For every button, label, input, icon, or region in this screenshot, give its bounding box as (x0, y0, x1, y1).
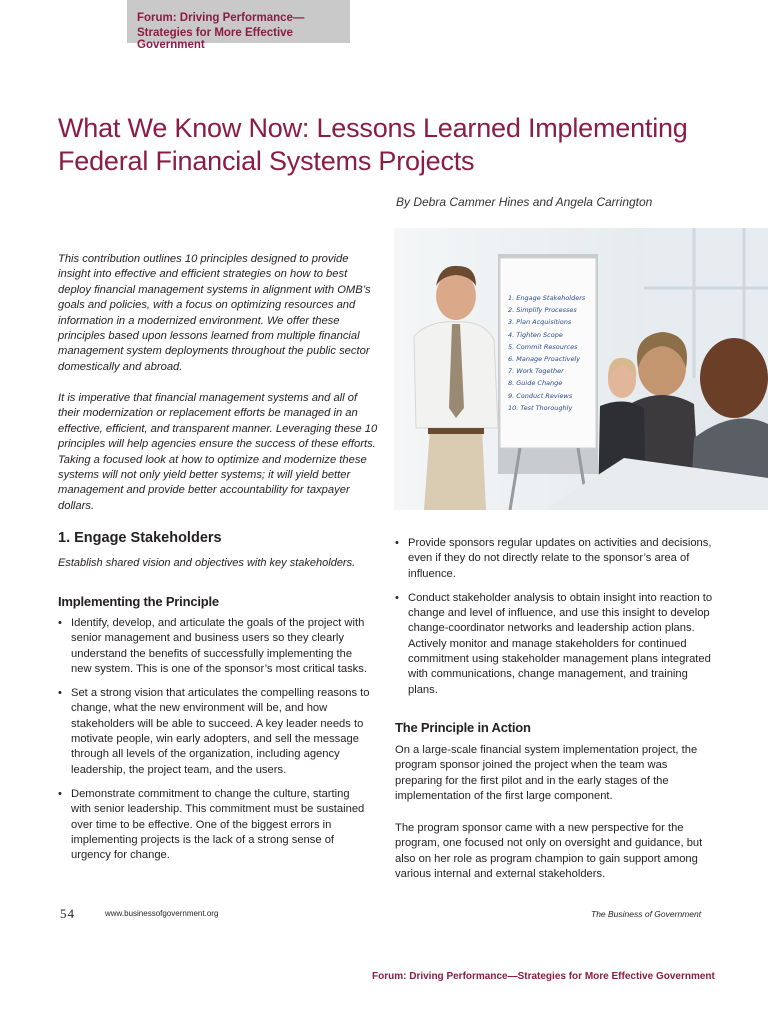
flipchart-item: 2. Simplify Processes (508, 306, 577, 315)
forum-header-tab (127, 0, 350, 51)
implementing-heading: Implementing the Principle (58, 594, 219, 609)
flipchart-item: 8. Guide Change (508, 379, 563, 388)
section-subtitle: Establish shared vision and objectives with key stakeholders. (58, 557, 356, 569)
flipchart-item: 3. Plan Acquisitions (508, 318, 572, 327)
list-item: • Set a strong vision that articulates the compelling reasons to change, what the new environment will be, and how stakeholders will be able to succeed. A key leader needs to motivate people, win early adopters, and sell the message through all levels of the organization, including agency leadership, the project team, and the users. (58, 686, 370, 778)
right-bullet-list (395, 536, 713, 707)
flipchart-item: 7. Work Together (508, 367, 564, 376)
flipchart-item: 5. Commit Resources (508, 342, 578, 351)
action-paragraph-2: The program sponsor came with a new perspective for the program, one focused not only on oversight and guidance, but also on her role as program champion to gain support among various internal and external stakeholders. (395, 822, 703, 880)
forum-tab-line1: Forum: Driving Performance— (137, 12, 305, 24)
left-bullet-list (58, 616, 370, 872)
flipchart-item: 9. Conduct Reviews (508, 391, 573, 400)
flipchart-item: 6. Manage Proactively (508, 355, 581, 364)
article-title (58, 112, 738, 178)
list-item: • Identify, develop, and articulate the goals of the project with senior management and business users so they clearly understand the benefits of successfully implementing the new system. This is one of the sponsor’s most critical tasks. (58, 616, 370, 677)
list-item: • Provide sponsors regular updates on activities and decisions, even if they do not directly relate to the sponsor’s area of influence. (395, 536, 713, 582)
flipchart-item: 1. Engage Stakeholders (508, 294, 586, 302)
section-heading: 1. Engage Stakeholders (58, 530, 222, 546)
footer-forum-title: Forum: Driving Performance—Strategies for More Effective Government (372, 971, 715, 982)
flipchart-item: 4. Tighten Scope (508, 330, 563, 339)
page-number: 54 (60, 906, 75, 921)
intro-paragraph-1: This contribution outlines 10 principles designed to provide insight into effective and efficient strategies on how to best deploy financial management systems in alignment with OMB’s goals and policies, with a focus on optimizing resources and information in a modernized environment. We offer these principles based upon lessons learned from multiple financial management system deployments throughout the public sector domestically and abroad. (58, 253, 371, 373)
flipchart-item: 10. Test Thoroughly (508, 403, 573, 412)
footer-publication: The Business of Government (591, 909, 702, 919)
flipchart-list (508, 292, 598, 414)
action-heading: The Principle in Action (395, 720, 531, 735)
title-line2: Federal Financial Systems Projects (58, 146, 475, 176)
byline: By Debra Cammer Hines and Angela Carrington (396, 195, 653, 209)
footer-url[interactable]: www.businessofgovernment.org (105, 909, 219, 918)
list-item: • Conduct stakeholder analysis to obtain insight into reaction to change and level of influence, and use this insight to develop change-coordinator networks and leadership action plans. Actively monitor and manage stakeholders for continued commitment using stakeholder management plans integrated with communications, change management, and training plans. (395, 591, 713, 698)
forum-tab-line2: Strategies for More Effective Government (137, 27, 293, 51)
title-line1: What We Know Now: Lessons Learned Implementing (58, 113, 688, 143)
list-item: • Demonstrate commitment to change the culture, starting with senior leadership. This commitment must be sustained over time to be effective. One of the biggest errors in implementing projects is the lack of a strong sense of urgency for change. (58, 787, 370, 863)
action-paragraph-1: On a large-scale financial system implementation project, the program sponsor joined the project when the team was preparing for the first pilot and in the early stages of the implementation of the first large component. (395, 744, 698, 802)
intro-paragraph-2: It is imperative that financial management systems and all of their modernization or replacement efforts be managed in an effective, efficient, and transparent manner. Leveraging these 10 principles will help agencies ensure the success of these efforts. Taking a focused look at how to optimize and modernize these systems will not only yield better systems; it will yield better management and provide better accountability for taxpayer dollars. (58, 392, 378, 512)
meeting-photo (394, 228, 768, 510)
